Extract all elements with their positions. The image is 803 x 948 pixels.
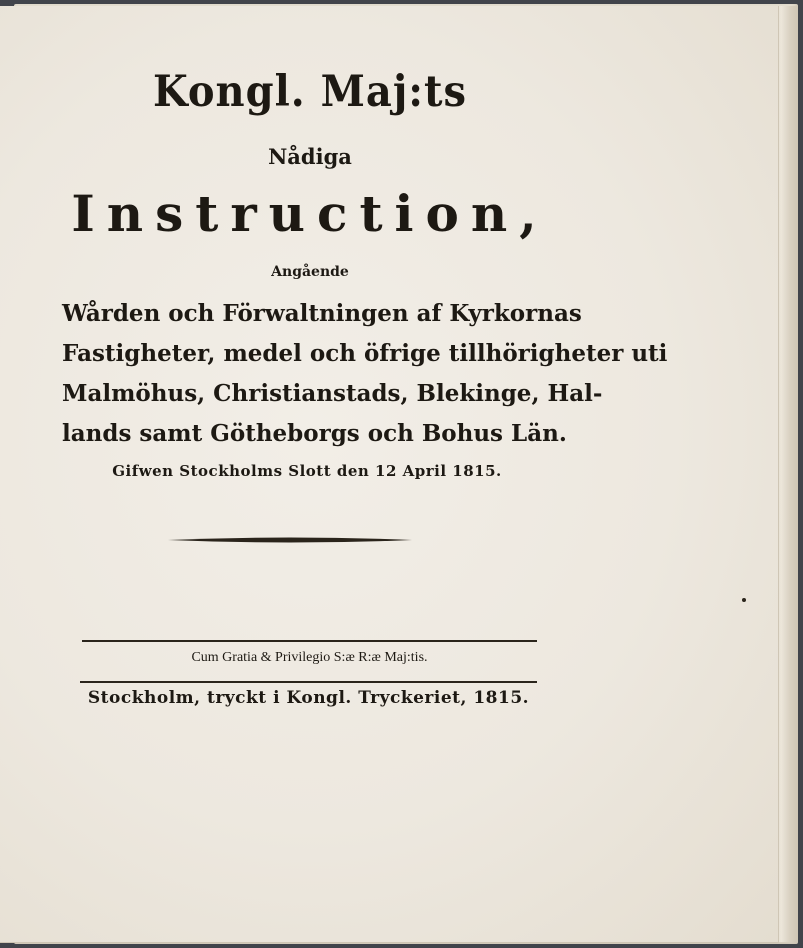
- paper-speck: [742, 598, 746, 602]
- subject-line-2: Fastigheter, medel och öfrige tillhörigheter uti: [62, 340, 668, 367]
- subject-line-3: Malmöhus, Christianstads, Blekinge, Hal-: [62, 380, 603, 407]
- title-line-2: Nådiga: [268, 144, 352, 169]
- ornamental-rule: [168, 534, 412, 546]
- title-line-3: Instruction,: [71, 184, 549, 243]
- subject-line-1: Wården och Förwaltningen af Kyrkornas: [62, 300, 582, 327]
- subject-lines: [62, 294, 668, 454]
- title-line-1: Kongl. Maj:ts: [152, 66, 468, 117]
- title-line-4: Angående: [271, 264, 349, 280]
- privilege-line: Cum Gratia & Privilegio S:æ R:æ Maj:tis.: [191, 650, 428, 665]
- privilege-rule-top: [82, 640, 537, 642]
- privilege-rule-bottom: [80, 681, 537, 683]
- printer-line: Stockholm, tryckt i Kongl. Tryckeriet, 1815.: [87, 688, 530, 708]
- subject-line-4: lands samt Götheborgs och Bohus Län.: [62, 420, 567, 447]
- given-date-line: Gifwen Stockholms Slott den 12 April 1815.: [112, 462, 502, 480]
- title-page: [0, 6, 779, 943]
